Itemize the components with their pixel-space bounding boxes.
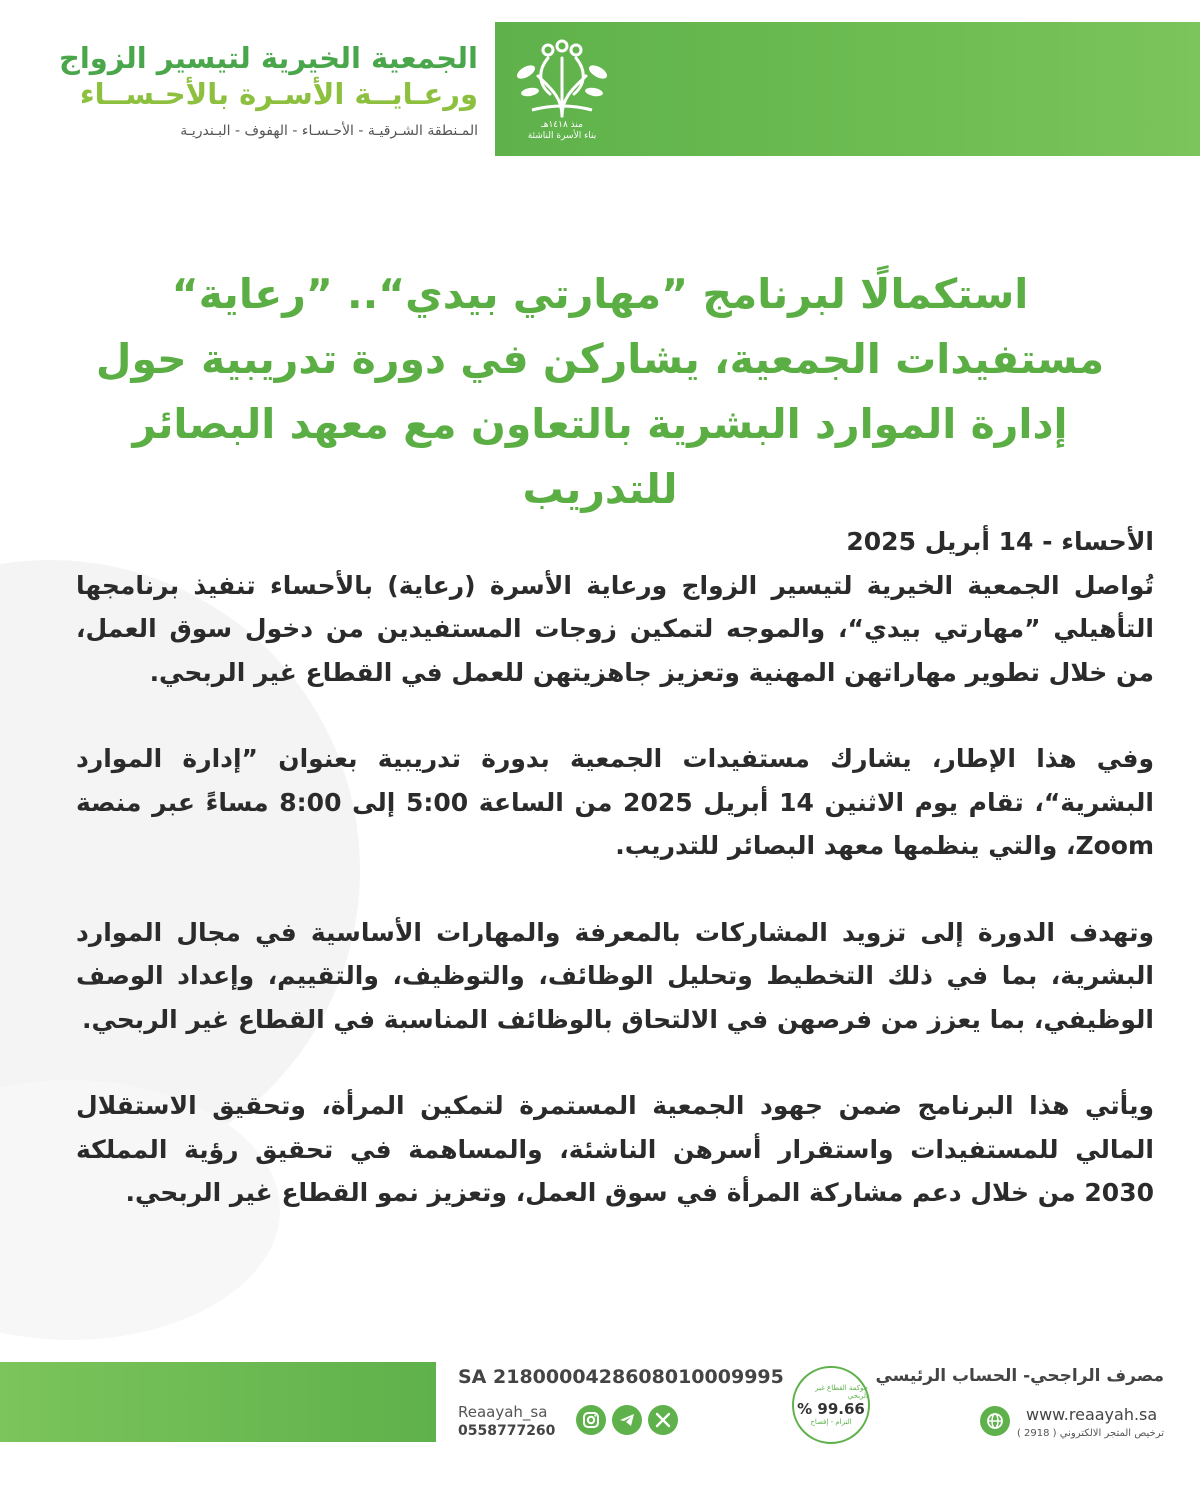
instagram-icon[interactable] xyxy=(576,1405,606,1435)
social-handle[interactable]: Reaayah_sa xyxy=(458,1403,548,1421)
telegram-icon[interactable] xyxy=(612,1405,642,1435)
logo-caption xyxy=(512,120,612,142)
article-paragraph: تُواصل الجمعية الخيرية لتيسير الزواج ورعاية الأسرة (رعاية) بالأحساء تنفيذ برنامجها التأهيلي ”مهارتي بيدي“، والموجه لتمكين زوجات المستفيدين من دخول سوق العمل، من خلال تطوير مهاراتهن المهنية وتعزيز جاهزيتهن للعمل في القطاع غير الربحي. xyxy=(76,570,1154,687)
org-region: المـنطقة الشـرقيـة - الأحـسـاء - الهفوف - البـندريـة xyxy=(180,123,478,139)
article-paragraph: ويأتي هذا البرنامج ضمن جهود الجمعية المستمرة لتمكين المرأة، وتحقيق الاستقلال المالي للمستفيدات واستقرار أسرهن الناشئة، والمساهمة في تحقيق رؤية المملكة 2030 من خلال دعم مشاركة المرأة في سوق العمل، وتعزيز نمو القطاع غير الربحي. xyxy=(76,1091,1154,1207)
article-paragraph: وتهدف الدورة إلى تزويد المشاركات بالمعرفة والمهارات الأساسية في مجال الموارد البشرية، بما في ذلك التخطيط وتحليل الوظائف، والتوظيف، والتقييم، وإعداد الوصف الوظيفي، بما يعزز من فرصهن في الالتحاق بالوظائف المناسبة في القطاع غير الربحي. xyxy=(76,917,1154,1034)
globe-icon[interactable] xyxy=(980,1406,1010,1436)
badge-value: % 99.66 xyxy=(797,1400,865,1418)
org-name-line2: ورعـايــة الأسـرة بالأحـســاء xyxy=(79,77,478,111)
iban-number: SA 2180000428608010009995 xyxy=(458,1366,784,1388)
governance-badge xyxy=(792,1366,870,1444)
x-icon[interactable] xyxy=(648,1405,678,1435)
badge-top-label: حوكمة القطاع غير الربحي xyxy=(815,1384,868,1400)
article-body xyxy=(76,520,1154,1258)
footer-band xyxy=(0,1362,436,1442)
news-headline: استكمالًا لبرنامج ”مهارتي بيدي“.. ”رعاية“ مستفيدات الجمعية، يشاركن في دورة تدريبية حول إدارة الموارد البشرية بالتعاون مع معهد البصائر للتدريب xyxy=(95,270,1105,513)
article-dateline: الأحساء - 14 أبريل 2025 xyxy=(846,527,1154,556)
article-paragraph: وفي هذا الإطار، يشارك مستفيدات الجمعية بدورة تدريبية بعنوان ”إدارة الموارد البشرية“، تقام يوم الاثنين 14 أبريل 2025 من الساعة 5:00 إلى 8:00 مساءً عبر منصة Zoom، والتي ينظمها معهد البصائر للتدريب. xyxy=(76,744,1154,860)
website-link[interactable]: www.reaayah.sa xyxy=(1026,1405,1158,1424)
badge-bottom-label: التزام - إفصاح xyxy=(810,1418,852,1426)
store-license: ترخيص المتجر الالكتروني ( 2918 ) xyxy=(1016,1428,1164,1439)
organization-name xyxy=(8,40,478,142)
logo-caption-line2: بناء الأسرة الناشئة xyxy=(527,131,597,141)
org-name-line1: الجمعية الخيرية لتيسير الزواج xyxy=(58,41,478,75)
logo-caption-line1: منذ ١٤١٨هـ xyxy=(541,120,583,130)
phone-number[interactable]: 0558777260 xyxy=(458,1423,556,1439)
bank-account-label: مصرف الراجحي- الحساب الرئيسي xyxy=(875,1366,1164,1386)
